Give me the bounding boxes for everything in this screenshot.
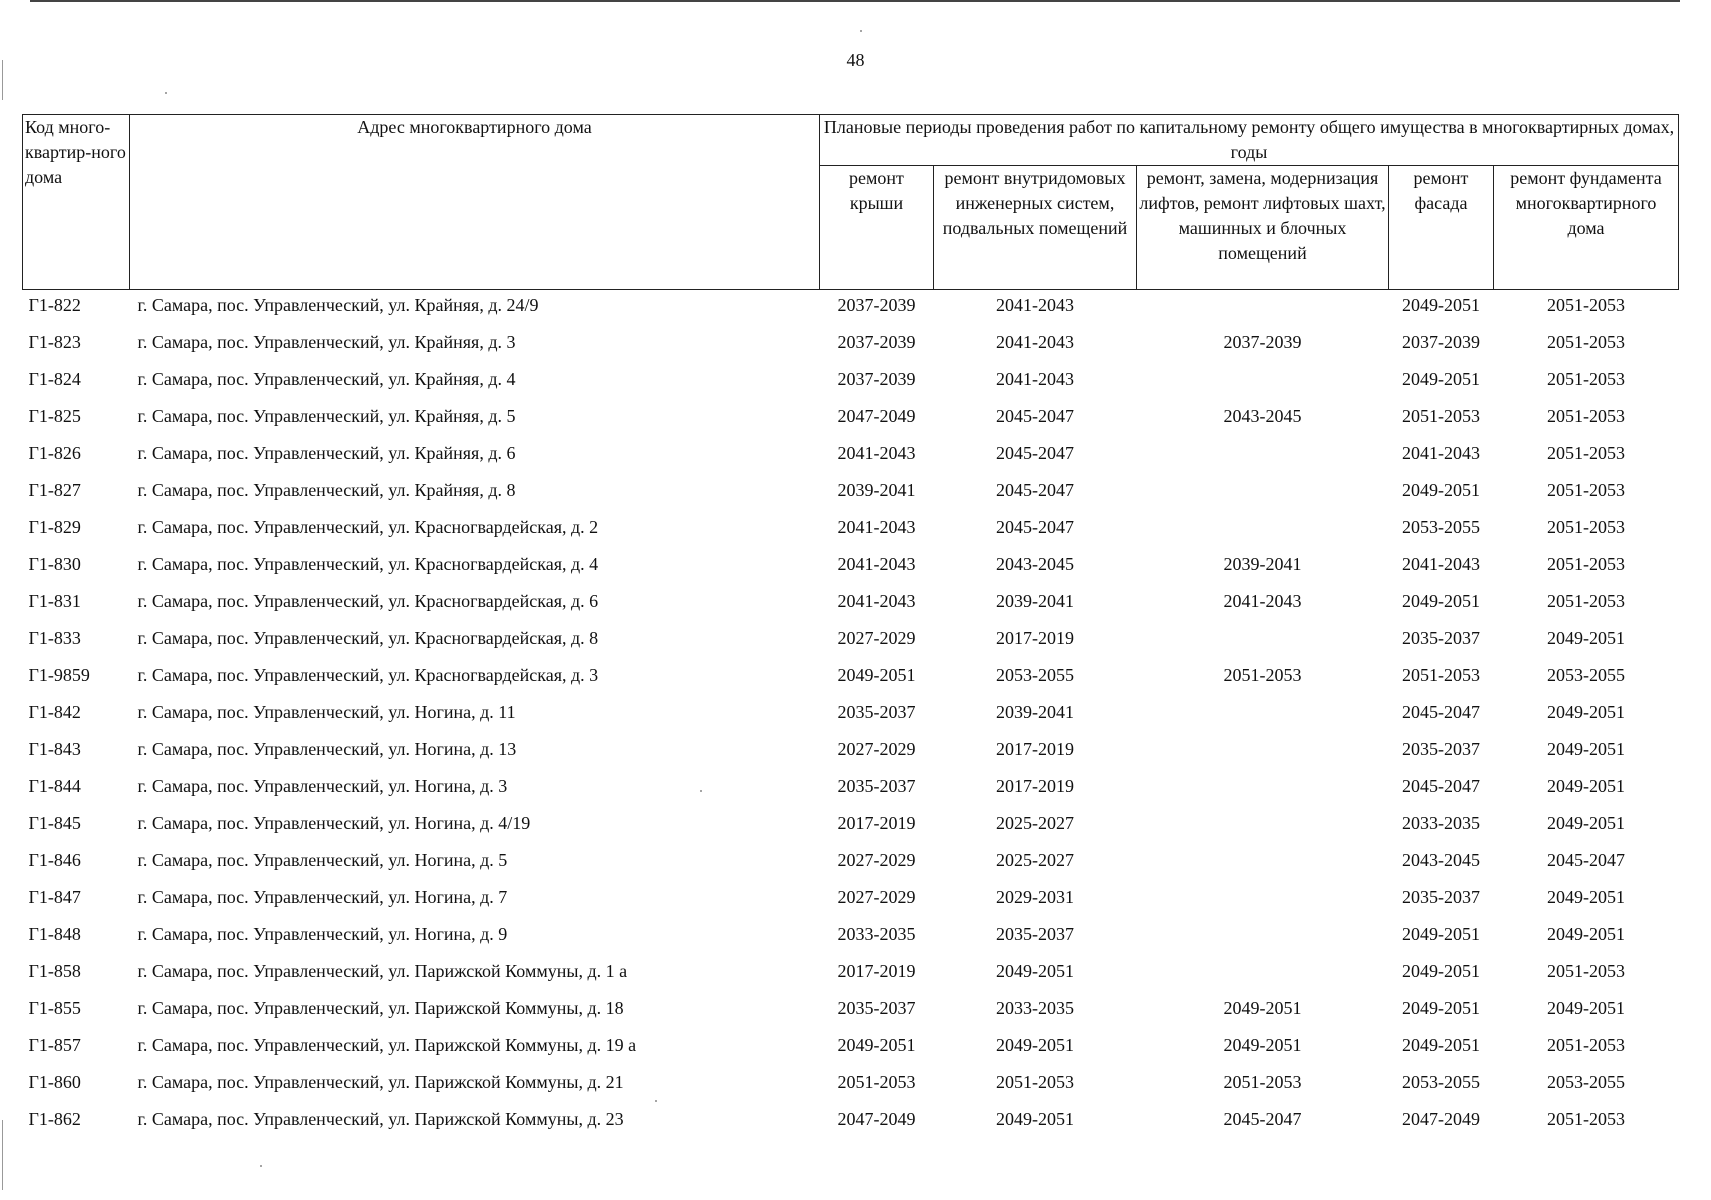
cell-elevators: 2041-2043: [1223, 591, 1302, 611]
cell-code: Г1-855: [28, 998, 81, 1018]
cell-foundation: 2051-2053: [1547, 517, 1625, 537]
cell-foundation: 2051-2053: [1547, 369, 1625, 389]
table-row: [23, 438, 1679, 475]
table-body: [23, 290, 1679, 1142]
cell-elevators: [1137, 808, 1389, 845]
cell-code: Г1-826: [28, 443, 81, 463]
table-row: [23, 808, 1679, 845]
table-row: [23, 1067, 1679, 1104]
cell-elevators: [1137, 290, 1389, 328]
cell-code: Г1-857: [28, 1035, 81, 1055]
cell-systems: 2045-2047: [996, 443, 1074, 463]
left-scan-edge-bottom: [2, 1120, 3, 1190]
cell-facade: 2033-2035: [1402, 813, 1480, 833]
cell-facade: 2035-2037: [1402, 887, 1480, 907]
table-row: [23, 586, 1679, 623]
cell-roof: 2027-2029: [837, 850, 916, 870]
cell-address: г. Самара, пос. Управленческий, ул. Крайняя, д. 6: [137, 443, 516, 463]
cell-facade: 2045-2047: [1402, 776, 1480, 796]
cell-elevators: [1137, 475, 1389, 512]
cell-systems: 2041-2043: [996, 369, 1074, 389]
cell-address: г. Самара, пос. Управленческий, ул. Ногина, д. 13: [137, 739, 517, 759]
table-row: [23, 364, 1679, 401]
cell-foundation: 2051-2053: [1547, 443, 1625, 463]
cell-foundation: 2051-2053: [1547, 554, 1625, 574]
cell-systems: 2035-2037: [996, 924, 1074, 944]
cell-roof: 2047-2049: [837, 1109, 916, 1129]
cell-systems: 2039-2041: [996, 591, 1074, 611]
cell-code: Г1-824: [28, 369, 81, 389]
table-row: [23, 327, 1679, 364]
table-row: [23, 734, 1679, 771]
cell-roof: 2047-2049: [837, 406, 916, 426]
cell-address: г. Самара, пос. Управленческий, ул. Парижской Коммуны, д. 21: [137, 1072, 624, 1092]
cell-roof: 2049-2051: [837, 665, 916, 685]
header-code: Код много-квартир-ного дома: [23, 115, 130, 290]
table-row: [23, 1104, 1679, 1141]
cell-systems: 2039-2041: [996, 702, 1074, 722]
cell-systems: 2045-2047: [996, 406, 1074, 426]
table-row: [23, 475, 1679, 512]
cell-facade: 2049-2051: [1402, 998, 1480, 1018]
cell-elevators: 2051-2053: [1223, 1072, 1302, 1092]
cell-code: Г1-843: [28, 739, 81, 759]
cell-roof: 2027-2029: [837, 887, 916, 907]
cell-roof: 2017-2019: [837, 813, 916, 833]
cell-foundation: 2051-2053: [1547, 406, 1625, 426]
scan-speck: [260, 1165, 262, 1167]
cell-foundation: 2049-2051: [1547, 776, 1625, 796]
cell-address: г. Самара, пос. Управленческий, ул. Крайняя, д. 3: [137, 332, 516, 352]
cell-foundation: 2049-2051: [1547, 924, 1625, 944]
cell-foundation: 2053-2055: [1547, 665, 1625, 685]
cell-address: г. Самара, пос. Управленческий, ул. Ногина, д. 7: [137, 887, 508, 907]
cell-elevators: [1137, 623, 1389, 660]
cell-code: Г1-844: [28, 776, 81, 796]
cell-elevators: [1137, 771, 1389, 808]
cell-facade: 2049-2051: [1402, 295, 1480, 315]
cell-code: Г1-823: [28, 332, 81, 352]
cell-address: г. Самара, пос. Управленческий, ул. Красногвардейская, д. 2: [137, 517, 599, 537]
cell-foundation: 2049-2051: [1547, 887, 1625, 907]
cell-elevators: [1137, 697, 1389, 734]
scan-speck: [860, 30, 862, 32]
cell-facade: 2051-2053: [1402, 665, 1480, 685]
cell-facade: 2049-2051: [1402, 961, 1480, 981]
table-row: [23, 290, 1679, 328]
cell-foundation: 2049-2051: [1547, 702, 1625, 722]
cell-roof: 2035-2037: [837, 998, 916, 1018]
cell-elevators: [1137, 512, 1389, 549]
cell-address: г. Самара, пос. Управленческий, ул. Ногина, д. 9: [137, 924, 508, 944]
cell-address: г. Самара, пос. Управленческий, ул. Ногина, д. 4/19: [137, 813, 531, 833]
table-row: [23, 882, 1679, 919]
table-row: [23, 401, 1679, 438]
cell-systems: 2033-2035: [996, 998, 1074, 1018]
cell-systems: 2017-2019: [996, 628, 1074, 648]
cell-roof: 2033-2035: [837, 924, 916, 944]
cell-foundation: 2051-2053: [1547, 1035, 1625, 1055]
cell-address: г. Самара, пос. Управленческий, ул. Крайняя, д. 8: [137, 480, 516, 500]
cell-code: Г1-822: [28, 295, 81, 315]
cell-code: Г1-845: [28, 813, 81, 833]
cell-systems: 2041-2043: [996, 332, 1074, 352]
table-row: [23, 993, 1679, 1030]
cell-address: г. Самара, пос. Управленческий, ул. Красногвардейская, д. 6: [137, 591, 599, 611]
table-row: [23, 697, 1679, 734]
header-periods: Плановые периоды проведения работ по капитальному ремонту общего имущества в многоквартирных домах, годы: [820, 115, 1679, 166]
cell-address: г. Самара, пос. Управленческий, ул. Парижской Коммуны, д. 19 а: [137, 1035, 637, 1055]
cell-systems: 2049-2051: [996, 1035, 1074, 1055]
cell-systems: 2045-2047: [996, 517, 1074, 537]
table-row: [23, 845, 1679, 882]
cell-code: Г1-858: [28, 961, 81, 981]
table-row: [23, 660, 1679, 697]
cell-address: г. Самара, пос. Управленческий, ул. Крайняя, д. 5: [137, 406, 516, 426]
table-row: [23, 512, 1679, 549]
cell-facade: 2041-2043: [1402, 443, 1480, 463]
cell-facade: 2049-2051: [1402, 924, 1480, 944]
cell-code: Г1-862: [28, 1109, 81, 1129]
cell-roof: 2037-2039: [837, 332, 916, 352]
cell-facade: 2035-2037: [1402, 739, 1480, 759]
cell-facade: 2045-2047: [1402, 702, 1480, 722]
cell-code: Г1-825: [28, 406, 81, 426]
table-row: [23, 1030, 1679, 1067]
cell-systems: 2029-2031: [996, 887, 1074, 907]
cell-code: Г1-842: [28, 702, 81, 722]
cell-elevators: [1137, 734, 1389, 771]
cell-facade: 2047-2049: [1402, 1109, 1480, 1129]
cell-elevators: 2049-2051: [1223, 1035, 1302, 1055]
cell-foundation: 2049-2051: [1547, 998, 1625, 1018]
cell-foundation: 2045-2047: [1547, 850, 1625, 870]
cell-roof: 2035-2037: [837, 702, 916, 722]
cell-elevators: 2049-2051: [1223, 998, 1302, 1018]
cell-code: Г1-833: [28, 628, 81, 648]
cell-elevators: 2037-2039: [1223, 332, 1302, 352]
header-facade: ремонт фасада: [1389, 166, 1494, 290]
cell-foundation: 2049-2051: [1547, 813, 1625, 833]
cell-systems: 2025-2027: [996, 813, 1074, 833]
cell-systems: 2043-2045: [996, 554, 1074, 574]
cell-elevators: 2051-2053: [1223, 665, 1302, 685]
cell-facade: 2051-2053: [1402, 406, 1480, 426]
cell-systems: 2041-2043: [996, 295, 1074, 315]
cell-roof: 2041-2043: [837, 554, 916, 574]
cell-elevators: 2043-2045: [1223, 406, 1302, 426]
cell-roof: 2037-2039: [837, 295, 916, 315]
table-row: [23, 771, 1679, 808]
cell-address: г. Самара, пос. Управленческий, ул. Крайняя, д. 24/9: [137, 295, 539, 315]
header-systems: ремонт внутридомовых инженерных систем, подвальных помещений: [934, 166, 1137, 290]
cell-address: г. Самара, пос. Управленческий, ул. Ногина, д. 3: [137, 776, 508, 796]
cell-code: Г1-831: [28, 591, 81, 611]
cell-code: Г1-9859: [28, 665, 90, 685]
cell-roof: 2041-2043: [837, 517, 916, 537]
cell-code: Г1-827: [28, 480, 81, 500]
cell-address: г. Самара, пос. Управленческий, ул. Ногина, д. 5: [137, 850, 508, 870]
cell-foundation: 2049-2051: [1547, 739, 1625, 759]
cell-code: Г1-848: [28, 924, 81, 944]
table-row: [23, 919, 1679, 956]
cell-elevators: [1137, 364, 1389, 401]
cell-address: г. Самара, пос. Управленческий, ул. Красногвардейская, д. 8: [137, 628, 599, 648]
cell-code: Г1-846: [28, 850, 81, 870]
cell-code: Г1-829: [28, 517, 81, 537]
cell-systems: 2049-2051: [996, 961, 1074, 981]
cell-systems: 2053-2055: [996, 665, 1074, 685]
cell-roof: 2027-2029: [837, 739, 916, 759]
header-roof: ремонт крыши: [820, 166, 934, 290]
cell-facade: 2049-2051: [1402, 480, 1480, 500]
cell-elevators: 2045-2047: [1223, 1109, 1302, 1129]
cell-systems: 2045-2047: [996, 480, 1074, 500]
cell-elevators: [1137, 882, 1389, 919]
cell-foundation: 2049-2051: [1547, 628, 1625, 648]
cell-roof: 2017-2019: [837, 961, 916, 981]
table-row: [23, 549, 1679, 586]
cell-roof: 2039-2041: [837, 480, 916, 500]
cell-systems: 2025-2027: [996, 850, 1074, 870]
top-scan-edge: [30, 0, 1680, 2]
cell-facade: 2035-2037: [1402, 628, 1480, 648]
cell-code: Г1-860: [28, 1072, 81, 1092]
header-elevators: ремонт, замена, модернизация лифтов, ремонт лифтовых шахт, машинных и блочных помещений: [1137, 166, 1389, 290]
cell-roof: 2041-2043: [837, 443, 916, 463]
cell-address: г. Самара, пос. Управленческий, ул. Крайняя, д. 4: [137, 369, 516, 389]
table-row: [23, 623, 1679, 660]
header-foundation: ремонт фундамента многоквартирного дома: [1494, 166, 1679, 290]
cell-foundation: 2051-2053: [1547, 591, 1625, 611]
cell-elevators: [1137, 956, 1389, 993]
cell-foundation: 2051-2053: [1547, 961, 1625, 981]
cell-code: Г1-830: [28, 554, 81, 574]
cell-roof: 2041-2043: [837, 591, 916, 611]
cell-elevators: [1137, 845, 1389, 882]
cell-systems: 2017-2019: [996, 776, 1074, 796]
cell-facade: 2043-2045: [1402, 850, 1480, 870]
scan-speck: [165, 92, 167, 94]
header-address: Адрес многоквартирного дома: [130, 115, 820, 290]
cell-facade: 2049-2051: [1402, 369, 1480, 389]
cell-facade: 2037-2039: [1402, 332, 1480, 352]
cell-facade: 2041-2043: [1402, 554, 1480, 574]
cell-facade: 2049-2051: [1402, 591, 1480, 611]
cell-elevators: 2039-2041: [1223, 554, 1302, 574]
cell-systems: 2051-2053: [996, 1072, 1074, 1092]
capital-repair-table: [22, 114, 1679, 1141]
table-row: [23, 956, 1679, 993]
cell-foundation: 2051-2053: [1547, 295, 1625, 315]
cell-address: г. Самара, пос. Управленческий, ул. Красногвардейская, д. 4: [137, 554, 599, 574]
cell-elevators: [1137, 919, 1389, 956]
cell-systems: 2017-2019: [996, 739, 1074, 759]
cell-roof: 2035-2037: [837, 776, 916, 796]
cell-systems: 2049-2051: [996, 1109, 1074, 1129]
cell-foundation: 2053-2055: [1547, 1072, 1625, 1092]
cell-address: г. Самара, пос. Управленческий, ул. Парижской Коммуны, д. 18: [137, 998, 624, 1018]
cell-foundation: 2051-2053: [1547, 1109, 1625, 1129]
cell-facade: 2049-2051: [1402, 1035, 1480, 1055]
cell-roof: 2049-2051: [837, 1035, 916, 1055]
cell-elevators: [1137, 438, 1389, 475]
cell-roof: 2051-2053: [837, 1072, 916, 1092]
cell-code: Г1-847: [28, 887, 81, 907]
cell-address: г. Самара, пос. Управленческий, ул. Парижской Коммуны, д. 1 а: [137, 961, 628, 981]
page-number: 48: [846, 50, 865, 70]
cell-foundation: 2051-2053: [1547, 332, 1625, 352]
cell-facade: 2053-2055: [1402, 517, 1480, 537]
cell-roof: 2037-2039: [837, 369, 916, 389]
cell-address: г. Самара, пос. Управленческий, ул. Ногина, д. 11: [137, 702, 516, 722]
cell-foundation: 2051-2053: [1547, 480, 1625, 500]
cell-address: г. Самара, пос. Управленческий, ул. Парижской Коммуны, д. 23: [137, 1109, 624, 1129]
cell-roof: 2027-2029: [837, 628, 916, 648]
cell-facade: 2053-2055: [1402, 1072, 1480, 1092]
cell-address: г. Самара, пос. Управленческий, ул. Красногвардейская, д. 3: [137, 665, 599, 685]
